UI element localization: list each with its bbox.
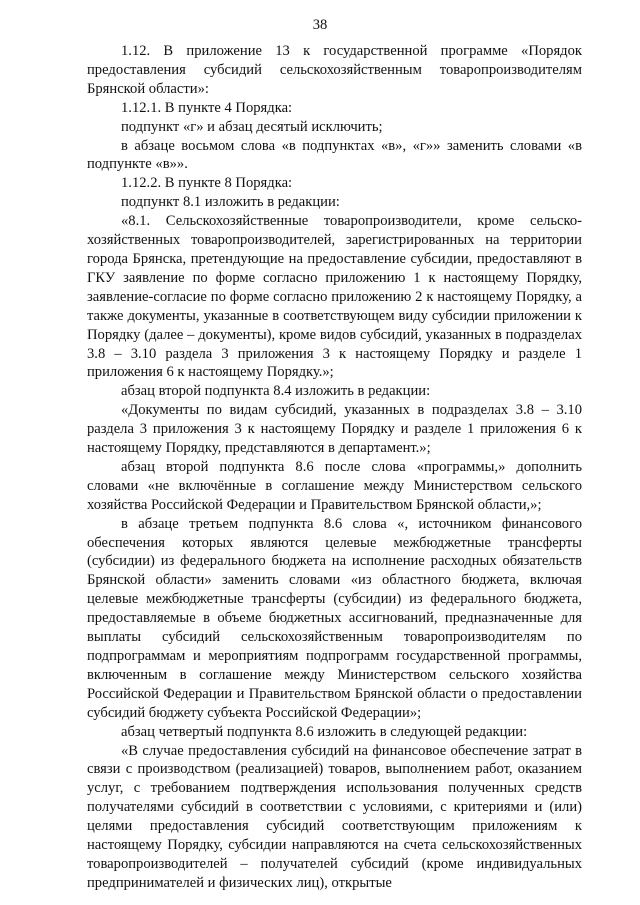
paragraph-subitem-8-1-intro: подпункт 8.1 изложить в редакции:	[121, 194, 340, 211]
document-body	[87, 42, 582, 893]
paragraph-subitem-8-6-second: абзац второй подпункта 8.6 после слова «программы,» дополнить словами «не включённые в соглашение между Министерством сельского хозяйства Российской Федерации и Правительством Брянской области,»;	[87, 458, 582, 513]
paragraph-subitem-8-6-third: в абзаце третьем подпункта 8.6 слова «, источником финансового обеспечения которых являются целевые межбюджетные трансферты (субсидии) из федерального бюджета на исполнение расходных обязательств Брянской области» заменить словами «из областного бюджета, включая целевые межбюджетные трансферты (субсидии) из федерального бюджета, предоставляемые в объеме бюджетных ассигнований, предназначенные для выплаты субсидий сельскохозяйственным товаропроизводителям по подпрограммам и мероприятиям подпрограмм государственной программы, включенным в соглашение между Министерством сельского хозяйства Российской Федерации и Правительством Брянской области о предоставлении субсидий бюджету субъекта Российской Федерации»;	[87, 515, 582, 721]
page-number: 38	[312, 17, 328, 33]
paragraph-1-12-1: 1.12.1. В пункте 4 Порядка:	[121, 99, 293, 116]
paragraph-eighth-abzac-replace: в абзаце восьмом слова «в подпунктах «в», «г»» заменить словами «в подпункте «в»».	[87, 137, 582, 173]
paragraph-subitem-8-6-fourth-text: «В случае предоставления субсидий на финансовое обеспечение затрат в связи с производством (реализацией) товаров, выполнением работ, оказанием услуг, с требованием подтверждения использования полученных средств получателями субсидий в соответствии с условиями, с критериями и (или) целями предоставления субсидий соответствующим приложениям к настоящему Порядку, субсидии направляются на счета сельскохозяйственных товаропроизводителей – получателей субсидий (кроме индивидуальных предпринимателей и физических лиц), открытые	[87, 742, 582, 891]
paragraph-1-12-2: 1.12.2. В пункте 8 Порядка:	[121, 175, 293, 192]
paragraph-subitem-8-6-fourth-intro: абзац четвертый подпункта 8.6 изложить в следующей редакции:	[121, 723, 528, 740]
paragraph-subitem-8-4-text: «Документы по видам субсидий, указанных в подразделах 3.8 – 3.10 раздела 3 приложения 3 к настоящему Порядку и разделе 1 приложения 6 к настоящему Порядку, представляются в департамент.»;	[87, 402, 582, 457]
paragraph-subitem-8-4-intro: абзац второй подпункта 8.4 изложить в редакции:	[121, 383, 431, 400]
paragraph-subitem-g-exclude: подпункт «г» и абзац десятый исключить;	[121, 118, 383, 135]
paragraph-1-12: 1.12. В приложение 13 к государственной программе «Порядок предоставления субсидий сельскохозяйственным товаропроизводителям Брянской области»:	[87, 43, 582, 97]
paragraph-subitem-8-1-text: «8.1. Сельскохозяйственные товаропроизводители, кроме сельско-хозяйственных товаропроизводителей, зарегистрированных на территории города Брянска, претендующие на предоставление субсидии, предоставляют в ГКУ заявление по форме согласно приложению 1 к настоящему Порядку, заявление-согласие по форме согласно приложению 2 к настоящему Порядку, а также документы, указанные в соответствующем виду субсидии приложении к Порядку (далее – документы), кроме видов субсидий, указанных в подразделах 3.8 – 3.10 раздела 3 приложения 3 к настоящему Порядку и разделе 1 приложения 6 к настоящему Порядку.»;	[87, 213, 582, 381]
